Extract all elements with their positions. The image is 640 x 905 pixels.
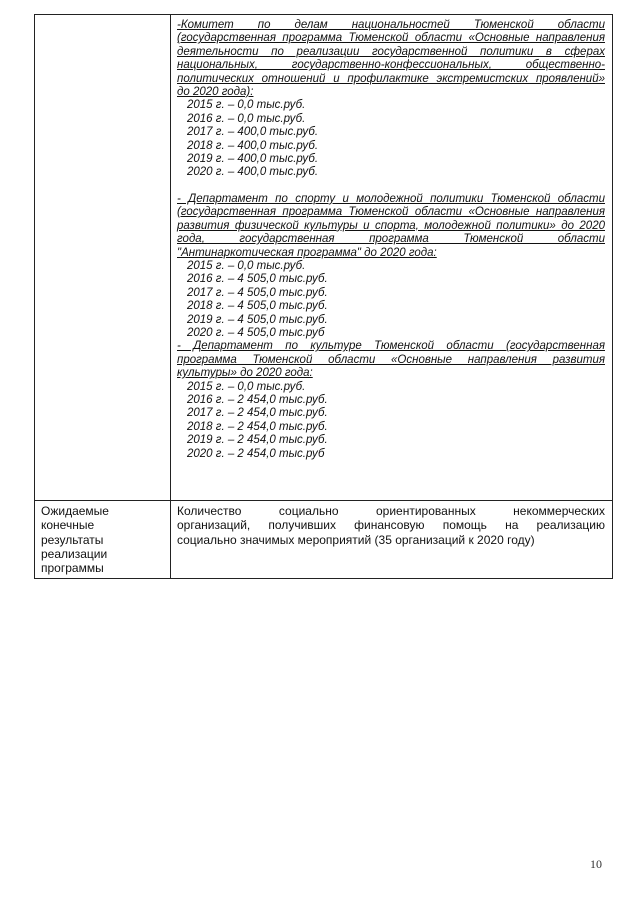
funding-header-line: национальных, государственно-конфессиональных, общественно- [177, 59, 605, 72]
funding-header-line: политических отношений и профилактике экстремистских проявлений» [177, 72, 605, 85]
column-divider [170, 15, 171, 578]
funding-amount: 2017 г. – 2 454,0 тыс.руб. [187, 407, 328, 420]
funding-amount: 2015 г. – 0,0 тыс.руб. [187, 259, 306, 272]
funding-header-line: (государственная программа Тюменской области «Основные направления [177, 206, 605, 219]
funding-header-line: года, государственная программа Тюменской области [177, 233, 605, 246]
funding-header-line: - Департамент по спорту и молодежной политики Тюменской области [177, 192, 605, 205]
funding-header-line: развития физической культуры и спорта, молодежной политики» до 2020 [177, 219, 605, 232]
funding-cell [177, 19, 605, 461]
funding-header-line: деятельности по реализации государственной политики в сферах [177, 45, 605, 58]
funding-amount: 2020 г. – 2 454,0 тыс.руб [187, 447, 325, 460]
funding-amount: 2018 г. – 400,0 тыс.руб. [187, 139, 319, 152]
funding-header-line: -Комитет по делам национальностей Тюменской области [177, 19, 605, 31]
funding-amount: 2015 г. – 0,0 тыс.руб. [187, 380, 306, 393]
funding-block-culture [177, 340, 605, 461]
program-table [34, 14, 613, 579]
funding-amount: 2018 г. – 2 454,0 тыс.руб. [187, 420, 328, 433]
label-line: конечные [41, 518, 95, 533]
funding-amount: 2017 г. – 4 505,0 тыс.руб. [187, 286, 328, 299]
label-line: Ожидаемые [41, 504, 109, 518]
funding-amount: 2019 г. – 2 454,0 тыс.руб. [187, 434, 328, 447]
funding-header-line: - Департамент по культуре Тюменской области (государственная [177, 340, 605, 353]
result-line: социально значимых мероприятий (35 организаций к 2020 году) [177, 532, 535, 547]
funding-header-line: "Антинаркотическая программа" до 2020 года: [177, 246, 437, 259]
label-line: реализации [41, 546, 108, 561]
row-divider [35, 500, 612, 501]
funding-amount: 2020 г. – 4 505,0 тыс.руб [187, 326, 325, 339]
funding-amount: 2018 г. – 4 505,0 тыс.руб. [187, 300, 328, 313]
page-number: 10 [590, 857, 602, 871]
expected-results-text [177, 504, 605, 547]
funding-header-line: до 2020 года): [177, 86, 254, 99]
funding-amount: 2020 г. – 400,0 тыс.руб. [187, 166, 319, 179]
funding-amount: 2019 г. – 4 505,0 тыс.руб. [187, 313, 328, 326]
label-line: результаты [41, 532, 104, 547]
result-line: организаций, получивших финансовую помощь на реализацию [177, 518, 605, 533]
funding-amount: 2019 г. – 400,0 тыс.руб. [187, 153, 319, 166]
funding-block-national [177, 19, 605, 180]
label-line: программы [41, 561, 104, 576]
funding-amount: 2016 г. – 0,0 тыс.руб. [187, 112, 306, 125]
funding-block-sport [177, 193, 605, 340]
funding-amount: 2016 г. – 4 505,0 тыс.руб. [187, 273, 328, 286]
funding-header-line: культуры» до 2020 года: [177, 367, 313, 380]
funding-header-line: программа Тюменской области «Основные направления развития [177, 353, 605, 366]
funding-amount: 2016 г. – 2 454,0 тыс.руб. [187, 393, 328, 406]
expected-results-label [41, 504, 166, 575]
result-line: Количество социально ориентированных некоммерческих [177, 504, 605, 518]
funding-amount: 2017 г. – 400,0 тыс.руб. [187, 126, 319, 139]
funding-amount: 2015 г. – 0,0 тыс.руб. [187, 99, 306, 112]
funding-header-line: (государственная программа Тюменской области «Основные направления [177, 32, 605, 45]
